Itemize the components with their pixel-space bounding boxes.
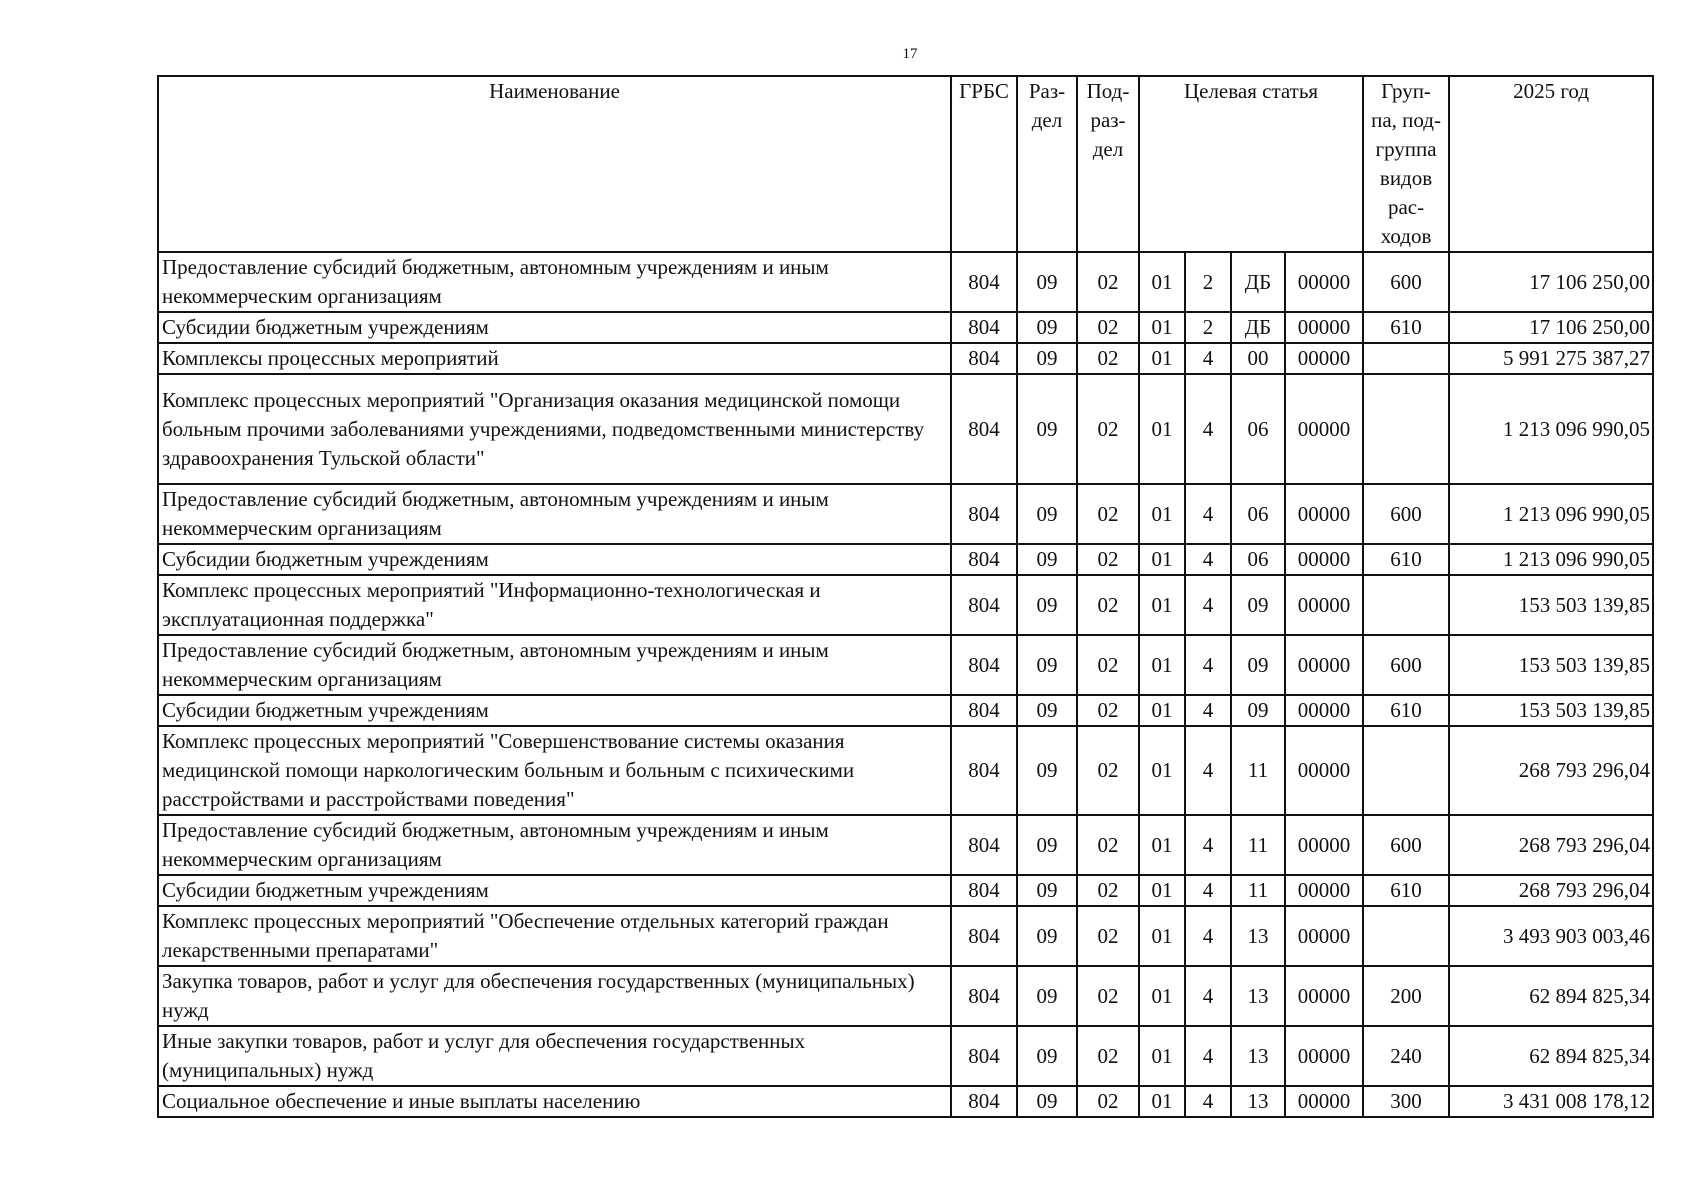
- row-amount: 153 503 139,85: [1449, 635, 1653, 695]
- row-vid-raskhodov: 300: [1363, 1086, 1449, 1117]
- row-grbs: 804: [951, 1086, 1017, 1117]
- row-cs-program: 01: [1139, 695, 1185, 726]
- row-grbs: 804: [951, 875, 1017, 906]
- row-cs-program: 01: [1139, 575, 1185, 635]
- row-razdel: 09: [1017, 343, 1077, 374]
- row-grbs: 804: [951, 544, 1017, 575]
- row-name: Предоставление субсидий бюджетным, автономным учреждениям и иным некоммерческим организациям: [158, 484, 951, 544]
- row-cs-type: 4: [1185, 544, 1231, 575]
- table-row: [158, 1086, 1653, 1117]
- row-cs-element: 13: [1231, 1026, 1285, 1086]
- row-name: Субсидии бюджетным учреждениям: [158, 875, 951, 906]
- row-cs-type: 4: [1185, 815, 1231, 875]
- row-amount: 1 213 096 990,05: [1449, 374, 1653, 484]
- row-podrazdel: 02: [1077, 544, 1139, 575]
- row-grbs: 804: [951, 726, 1017, 815]
- row-cs-program: 01: [1139, 312, 1185, 343]
- row-cs-direction: 00000: [1285, 343, 1363, 374]
- header-year: 2025 год: [1449, 76, 1653, 252]
- row-vid-raskhodov: 610: [1363, 312, 1449, 343]
- row-grbs: 804: [951, 966, 1017, 1026]
- row-name: Иные закупки товаров, работ и услуг для обеспечения государственных (муниципальных) нужд: [158, 1026, 951, 1086]
- row-razdel: 09: [1017, 484, 1077, 544]
- row-vid-raskhodov: [1363, 374, 1449, 484]
- row-amount: 153 503 139,85: [1449, 695, 1653, 726]
- row-cs-element: 09: [1231, 695, 1285, 726]
- row-cs-program: 01: [1139, 726, 1185, 815]
- row-amount: 17 106 250,00: [1449, 312, 1653, 343]
- row-cs-program: 01: [1139, 343, 1185, 374]
- row-amount: 1 213 096 990,05: [1449, 544, 1653, 575]
- row-cs-direction: 00000: [1285, 1086, 1363, 1117]
- row-cs-type: 2: [1185, 252, 1231, 312]
- budget-table: [157, 75, 1654, 1118]
- table-row: [158, 343, 1653, 374]
- row-grbs: 804: [951, 695, 1017, 726]
- table-row: [158, 906, 1653, 966]
- row-amount: 1 213 096 990,05: [1449, 484, 1653, 544]
- row-cs-program: 01: [1139, 1026, 1185, 1086]
- row-cs-type: 4: [1185, 635, 1231, 695]
- row-cs-element: 13: [1231, 1086, 1285, 1117]
- row-cs-element: 00: [1231, 343, 1285, 374]
- table-row: [158, 815, 1653, 875]
- row-podrazdel: 02: [1077, 343, 1139, 374]
- row-cs-element: 09: [1231, 635, 1285, 695]
- row-razdel: 09: [1017, 312, 1077, 343]
- row-cs-program: 01: [1139, 906, 1185, 966]
- row-name: Социальное обеспечение и иные выплаты населению: [158, 1086, 951, 1117]
- row-amount: 268 793 296,04: [1449, 875, 1653, 906]
- row-podrazdel: 02: [1077, 484, 1139, 544]
- row-amount: 3 431 008 178,12: [1449, 1086, 1653, 1117]
- row-name: Закупка товаров, работ и услуг для обеспечения государственных (муниципальных) нужд: [158, 966, 951, 1026]
- row-grbs: 804: [951, 343, 1017, 374]
- table-row: [158, 312, 1653, 343]
- row-cs-program: 01: [1139, 1086, 1185, 1117]
- row-cs-type: 4: [1185, 1026, 1231, 1086]
- row-vid-raskhodov: [1363, 906, 1449, 966]
- row-name: Комплекс процессных мероприятий "Организация оказания медицинской помощи больным прочими заболеваниями учреждениями, подведомственными министерству здравоохранения Тульской области": [158, 374, 951, 484]
- row-podrazdel: 02: [1077, 252, 1139, 312]
- row-cs-type: 4: [1185, 575, 1231, 635]
- row-name: Субсидии бюджетным учреждениям: [158, 695, 951, 726]
- row-vid-raskhodov: [1363, 343, 1449, 374]
- row-cs-program: 01: [1139, 966, 1185, 1026]
- row-cs-direction: 00000: [1285, 312, 1363, 343]
- row-cs-direction: 00000: [1285, 374, 1363, 484]
- row-vid-raskhodov: 240: [1363, 1026, 1449, 1086]
- row-cs-element: 11: [1231, 875, 1285, 906]
- row-cs-program: 01: [1139, 544, 1185, 575]
- row-podrazdel: 02: [1077, 695, 1139, 726]
- row-cs-type: 4: [1185, 343, 1231, 374]
- row-name: Предоставление субсидий бюджетным, автономным учреждениям и иным некоммерческим организациям: [158, 252, 951, 312]
- row-name: Предоставление субсидий бюджетным, автономным учреждениям и иным некоммерческим организациям: [158, 635, 951, 695]
- row-cs-element: 11: [1231, 815, 1285, 875]
- row-grbs: 804: [951, 815, 1017, 875]
- row-cs-direction: 00000: [1285, 575, 1363, 635]
- row-razdel: 09: [1017, 374, 1077, 484]
- row-amount: 17 106 250,00: [1449, 252, 1653, 312]
- table-header: [158, 76, 1653, 252]
- row-grbs: 804: [951, 1026, 1017, 1086]
- row-cs-type: 4: [1185, 374, 1231, 484]
- row-razdel: 09: [1017, 875, 1077, 906]
- row-amount: 268 793 296,04: [1449, 815, 1653, 875]
- row-cs-element: 06: [1231, 374, 1285, 484]
- row-cs-program: 01: [1139, 484, 1185, 544]
- row-cs-direction: 00000: [1285, 1026, 1363, 1086]
- row-cs-direction: 00000: [1285, 726, 1363, 815]
- row-amount: 3 493 903 003,46: [1449, 906, 1653, 966]
- row-cs-program: 01: [1139, 374, 1185, 484]
- row-grbs: 804: [951, 312, 1017, 343]
- row-cs-direction: 00000: [1285, 966, 1363, 1026]
- table-row: [158, 575, 1653, 635]
- table-row: [158, 635, 1653, 695]
- table-row: [158, 695, 1653, 726]
- row-amount: 268 793 296,04: [1449, 726, 1653, 815]
- row-razdel: 09: [1017, 726, 1077, 815]
- row-cs-program: 01: [1139, 875, 1185, 906]
- row-razdel: 09: [1017, 1026, 1077, 1086]
- row-cs-direction: 00000: [1285, 484, 1363, 544]
- row-amount: 5 991 275 387,27: [1449, 343, 1653, 374]
- row-vid-raskhodov: [1363, 575, 1449, 635]
- row-vid-raskhodov: 600: [1363, 635, 1449, 695]
- row-cs-direction: 00000: [1285, 875, 1363, 906]
- row-name: Комплекс процессных мероприятий "Обеспечение отдельных категорий граждан лекарственными препаратами": [158, 906, 951, 966]
- row-podrazdel: 02: [1077, 906, 1139, 966]
- row-grbs: 804: [951, 252, 1017, 312]
- row-cs-program: 01: [1139, 252, 1185, 312]
- row-grbs: 804: [951, 635, 1017, 695]
- row-cs-element: 13: [1231, 966, 1285, 1026]
- row-cs-direction: 00000: [1285, 252, 1363, 312]
- header-gruppa: Груп- па, под- группа видов рас- ходов: [1363, 76, 1449, 252]
- row-name: Предоставление субсидий бюджетным, автономным учреждениям и иным некоммерческим организациям: [158, 815, 951, 875]
- table-row: [158, 374, 1653, 484]
- row-vid-raskhodov: 600: [1363, 484, 1449, 544]
- row-cs-element: 06: [1231, 484, 1285, 544]
- row-grbs: 804: [951, 906, 1017, 966]
- row-cs-element: 09: [1231, 575, 1285, 635]
- row-vid-raskhodov: 610: [1363, 544, 1449, 575]
- row-razdel: 09: [1017, 544, 1077, 575]
- page-number: 17: [902, 46, 918, 62]
- header-tselevaya-statya: Целевая статья: [1139, 76, 1363, 252]
- row-amount: 153 503 139,85: [1449, 575, 1653, 635]
- row-vid-raskhodov: [1363, 726, 1449, 815]
- row-razdel: 09: [1017, 966, 1077, 1026]
- row-podrazdel: 02: [1077, 575, 1139, 635]
- row-razdel: 09: [1017, 906, 1077, 966]
- row-cs-type: 4: [1185, 1086, 1231, 1117]
- row-vid-raskhodov: 200: [1363, 966, 1449, 1026]
- row-cs-type: 4: [1185, 695, 1231, 726]
- row-name: Субсидии бюджетным учреждениям: [158, 312, 951, 343]
- row-razdel: 09: [1017, 635, 1077, 695]
- table-row: [158, 726, 1653, 815]
- row-podrazdel: 02: [1077, 374, 1139, 484]
- row-cs-element: 11: [1231, 726, 1285, 815]
- row-vid-raskhodov: 600: [1363, 252, 1449, 312]
- table-body: [158, 252, 1653, 1117]
- row-cs-program: 01: [1139, 635, 1185, 695]
- row-podrazdel: 02: [1077, 312, 1139, 343]
- row-amount: 62 894 825,34: [1449, 966, 1653, 1026]
- header-razdel: Раз- дел: [1017, 76, 1077, 252]
- table-row: [158, 875, 1653, 906]
- row-podrazdel: 02: [1077, 1026, 1139, 1086]
- row-grbs: 804: [951, 484, 1017, 544]
- row-vid-raskhodov: 600: [1363, 815, 1449, 875]
- row-cs-direction: 00000: [1285, 815, 1363, 875]
- table-row: [158, 966, 1653, 1026]
- row-cs-direction: 00000: [1285, 906, 1363, 966]
- row-name: Комплексы процессных мероприятий: [158, 343, 951, 374]
- row-cs-type: 4: [1185, 875, 1231, 906]
- row-razdel: 09: [1017, 1086, 1077, 1117]
- row-cs-element: ДБ: [1231, 252, 1285, 312]
- row-cs-direction: 00000: [1285, 544, 1363, 575]
- row-podrazdel: 02: [1077, 726, 1139, 815]
- row-razdel: 09: [1017, 575, 1077, 635]
- header-grbs: ГРБС: [951, 76, 1017, 252]
- row-podrazdel: 02: [1077, 635, 1139, 695]
- row-razdel: 09: [1017, 252, 1077, 312]
- row-cs-type: 2: [1185, 312, 1231, 343]
- row-name: Комплекс процессных мероприятий "Информационно-технологическая и эксплуатационная поддержка": [158, 575, 951, 635]
- header-name: Наименование: [158, 76, 951, 252]
- row-podrazdel: 02: [1077, 815, 1139, 875]
- row-cs-type: 4: [1185, 726, 1231, 815]
- row-razdel: 09: [1017, 815, 1077, 875]
- row-cs-type: 4: [1185, 484, 1231, 544]
- row-grbs: 804: [951, 374, 1017, 484]
- row-podrazdel: 02: [1077, 875, 1139, 906]
- table-row: [158, 484, 1653, 544]
- row-cs-element: ДБ: [1231, 312, 1285, 343]
- table-row: [158, 1026, 1653, 1086]
- row-podrazdel: 02: [1077, 966, 1139, 1026]
- row-name: Субсидии бюджетным учреждениям: [158, 544, 951, 575]
- row-name: Комплекс процессных мероприятий "Совершенствование системы оказания медицинской помощи наркологическим больным и больным с психическими расстройствами и расстройствами поведения": [158, 726, 951, 815]
- table-row: [158, 544, 1653, 575]
- row-razdel: 09: [1017, 695, 1077, 726]
- row-cs-element: 13: [1231, 906, 1285, 966]
- row-vid-raskhodov: 610: [1363, 875, 1449, 906]
- row-cs-type: 4: [1185, 966, 1231, 1026]
- row-cs-element: 06: [1231, 544, 1285, 575]
- row-cs-type: 4: [1185, 906, 1231, 966]
- header-podrazdel: Под- раз- дел: [1077, 76, 1139, 252]
- row-vid-raskhodov: 610: [1363, 695, 1449, 726]
- row-cs-direction: 00000: [1285, 635, 1363, 695]
- row-amount: 62 894 825,34: [1449, 1026, 1653, 1086]
- table-row: [158, 252, 1653, 312]
- row-podrazdel: 02: [1077, 1086, 1139, 1117]
- row-grbs: 804: [951, 575, 1017, 635]
- row-cs-program: 01: [1139, 815, 1185, 875]
- row-cs-direction: 00000: [1285, 695, 1363, 726]
